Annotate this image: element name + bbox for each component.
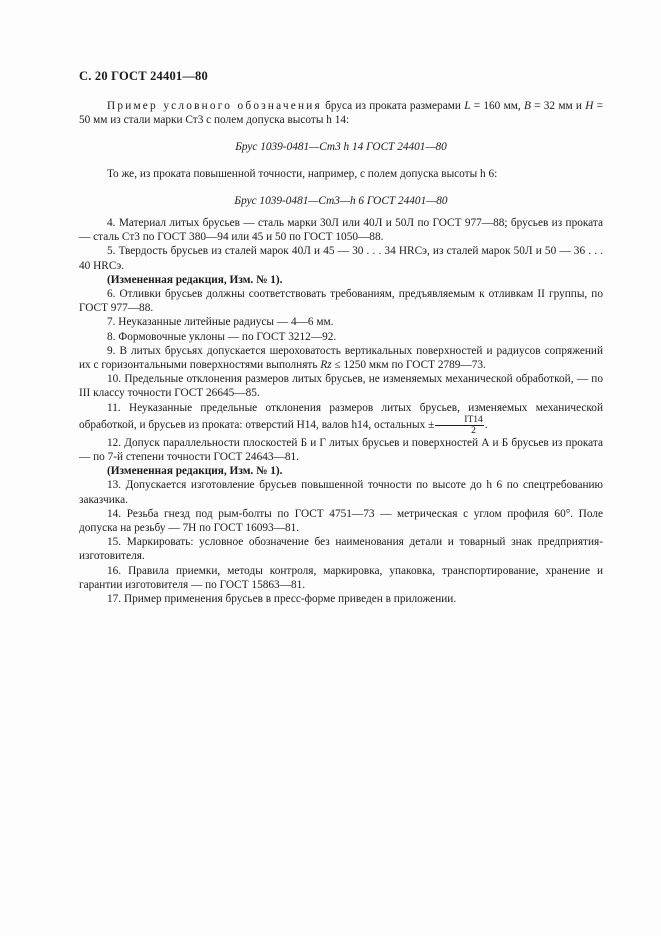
intro-L-value: = 160 мм, — [470, 100, 524, 112]
item-15: 15. Маркировать: условное обозначение без наименования детали и товарный знак предприятия-изготовителя. — [79, 536, 603, 563]
formula-1-block — [79, 140, 603, 154]
formula-2: Брус 1039-0481—Ст3—h 6 ГОСТ 24401—80 — [234, 195, 448, 207]
revision-note-2: (Измененная редакция, Изм. № 1). — [107, 465, 283, 478]
items-block — [79, 216, 603, 606]
item-16: 16. Правила приемки, методы контроля, маркировка, упаковка, транспортирование, хранение и гарантии изготовителя — по ГОСТ 15863—81. — [79, 564, 603, 591]
intro-block — [79, 99, 603, 127]
item-11-text: 11. Неуказанные предельные отклонения размеров литых брусьев, изменяемых механической обработкой, и брусьев из проката: отверстий H14, валов h14, остальных ± — [79, 401, 603, 431]
item-7: 7. Неуказанные литейные радиусы — 4—6 мм. — [107, 316, 334, 329]
item-11 — [79, 401, 603, 436]
formula-2-block — [79, 194, 603, 208]
intro-paragraph — [79, 99, 603, 127]
fraction-denominator: 2 — [471, 425, 476, 436]
item-4: 4. Материал литых брусьев — сталь марки 30Л или 40Л и 50Л по ГОСТ 977—88; брусьев из проката — сталь Ст3 по ГОСТ 380—94 или 45 и 50 по ГОСТ 1050—88. — [79, 217, 603, 244]
formula-1: Брус 1039-0481—Ст3 h 14 ГОСТ 24401—80 — [235, 141, 447, 153]
intro-text-1: бруса из проката размерами — [321, 100, 465, 112]
item-9-text-a: 9. В литых брусьях допускается шероховатость вертикальных поверхностей и радиусов сопряжений их с горизонтальными поверхностями выполнять — [79, 344, 603, 372]
item-14: 14. Резьба гнезд под рым-болты по ГОСТ 4751—73 — метрическая с углом профиля 60°. Поле допуска на резьбу — 7H по ГОСТ 16093—81. — [79, 507, 603, 535]
item-9 — [79, 344, 603, 372]
var-L: L — [464, 100, 471, 112]
intro-text-2: = 50 мм из стали марки Ст3 с полем допуска высоты h 14: — [79, 100, 603, 127]
same-block — [79, 167, 603, 181]
item-10: 10. Предельные отклонения размеров литых брусьев, не изменяемых механической обработкой, — по III классу точности ГОСТ 26645—85. — [79, 373, 603, 400]
intro-spaced-lead: Пример условного обозначения — [107, 100, 322, 112]
item-9-text-b: ≤ 1250 мкм по ГОСТ 2789—73. — [331, 359, 486, 372]
item-17: 17. Пример применения брусьев в пресс-форме приведен в приложении. — [107, 593, 457, 606]
var-Rz: Rz — [320, 359, 332, 372]
page-header: С. 20 ГОСТ 24401—80 — [79, 69, 208, 83]
item-5: 5. Твердость брусьев из сталей марок 40Л и 45 — 30 . . . 34 HRCэ, из сталей марок 50Л и 50 — 36 . . . 40 HRCэ. — [79, 245, 603, 272]
item-13: 13. Допускается изготовление брусьев повышенной точности по высоте до h 6 по спецтребованию заказчика. — [79, 479, 603, 506]
item-8: 8. Формовочные уклоны — по ГОСТ 3212—92. — [107, 330, 337, 343]
var-B: B — [523, 100, 531, 112]
item-12: 12. Допуск параллельности плоскостей Б и Г литых брусьев и поверхностей А и Б брусьев из проката — по 7-й степени точности ГОСТ 24643—81. — [79, 436, 603, 464]
fraction-it14 — [435, 415, 483, 436]
var-H: H — [585, 100, 594, 112]
same-paragraph: То же, из проката повышенной точности, например, с полем допуска высоты h 6: — [107, 168, 498, 180]
fraction-numerator: IT14 — [435, 415, 483, 426]
item-6: 6. Отливки брусьев должны соответствовать требованиям, предъявляемым к отливкам II группы, по ГОСТ 977—88. — [79, 288, 603, 315]
item-11-end: . — [484, 418, 488, 431]
intro-B-value: = 32 мм и — [530, 100, 586, 112]
revision-note-1: (Измененная редакция, Изм. № 1). — [107, 273, 283, 286]
